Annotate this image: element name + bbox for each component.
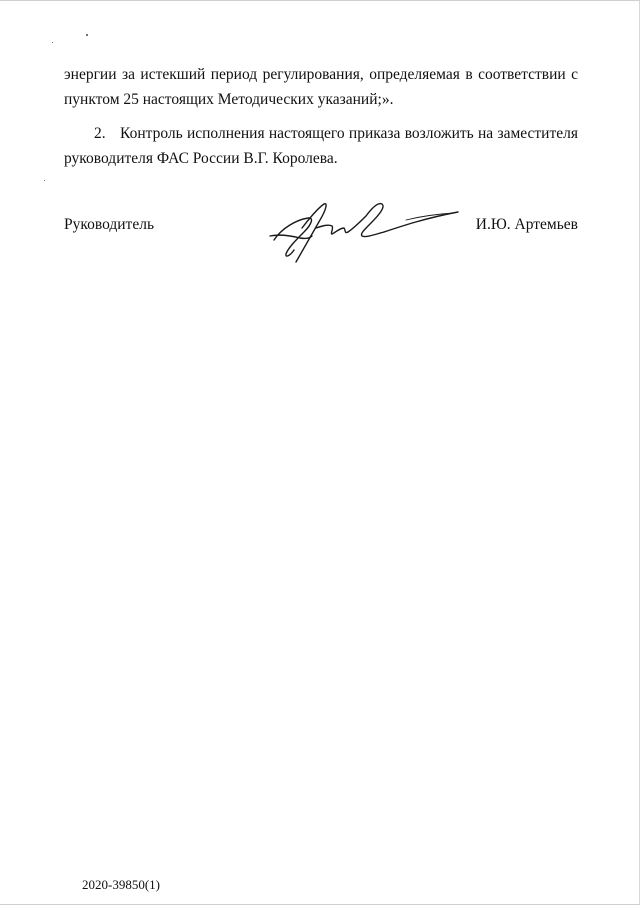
document-code: 2020-39850(1) [82, 877, 160, 892]
signer-position: Руководитель [64, 216, 155, 233]
signature-block [64, 212, 578, 272]
handwritten-signature [266, 198, 462, 268]
list-item-text: Контроль исполнения настоящего приказа возложить на заместителя руководителя ФАС России В.Г. Королева. [64, 125, 578, 167]
scan-speck [52, 42, 53, 43]
list-item-number: 2. [94, 125, 106, 142]
scan-speck [44, 180, 45, 181]
page-top-edge [0, 0, 640, 1]
scan-speck [86, 34, 88, 36]
paragraph-continuation: энергии за истекший период регулирования, определяемая в соответствии с пунктом 25 настоящих Методических указаний;». [64, 66, 578, 108]
list-item-2 [64, 121, 578, 171]
signer-name: И.Ю. Артемьев [475, 216, 578, 233]
